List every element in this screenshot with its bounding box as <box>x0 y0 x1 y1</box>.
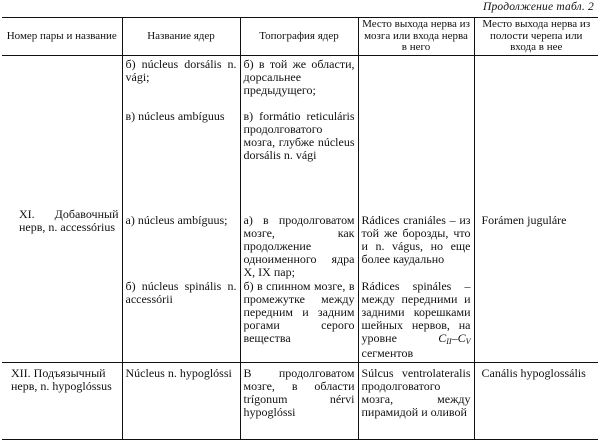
table-row-xi <box>2 55 598 362</box>
header-topography: Топография ядер <box>240 18 358 56</box>
xi-nucleus-v: в) núcleus ambíguus <box>125 108 225 123</box>
header-nuclei: Название ядер <box>122 18 240 56</box>
header-pair-name: Номер пары и название <box>2 18 122 56</box>
xi-nucleus-b2: б) núcleus spinális n. accessórii <box>125 278 237 306</box>
xii-pair-name: Подъязычный нерв, n. hypoglóssus <box>11 365 112 393</box>
xi-exit-seg-dash: – <box>451 331 458 346</box>
xi-nucleus-b1: б) núcleus dorsális n. vági; <box>125 56 237 84</box>
xii-exit-brain: Súlcus ventrolateralis продолговатого мозга, между пирамидой и оливой <box>358 362 474 439</box>
xi-exit-seg-from: C <box>438 331 447 346</box>
xi-exit-seg-tail: сегментов <box>361 345 414 360</box>
xi-exit-foramen: Forámen juguláre <box>481 212 567 227</box>
cell-xi-name <box>2 55 122 362</box>
xi-nucleus-a: а) núcleus ambíguus; <box>125 212 228 227</box>
table-row-xii <box>2 362 598 439</box>
header-exit-skull: Место выхода нерва из полости черепа или входа в нее <box>474 18 598 56</box>
cell-xii-name <box>2 362 122 439</box>
xi-exit-seg-from-idx: II <box>446 337 452 347</box>
xi-topo-v: в) formátio reticuláris продолговатого мозга, глубже núcleus dorsális n. vági <box>243 108 355 163</box>
table-header-row <box>2 18 598 56</box>
cell-xi-exit-skull <box>474 55 598 362</box>
xii-pair-number: XII. <box>11 365 31 380</box>
xii-exit-skull: Canális hypoglossális <box>474 362 598 439</box>
xi-topo-b1: б) в той же области, дорсальнее предыдущего; <box>243 56 355 97</box>
xi-exit-cranial: Rádices craniáles – из той же борозды, что и n. vágus, но еще более каудально <box>361 212 471 267</box>
cell-xi-exit-brain <box>358 55 474 362</box>
xii-nucleus: Núcleus n. hypoglóssi <box>122 362 240 439</box>
xi-topo-b2: б) в спинном мозге, в промежутке между передним и задним рогами серого вещества <box>243 278 355 346</box>
xi-exit-seg-to-idx: V <box>465 337 471 347</box>
xi-exit-seg-to: C <box>457 331 466 346</box>
xi-pair-name: Добавочный нерв, n. accessórius <box>19 206 119 234</box>
table-caption: Продолжение табл. 2 <box>482 1 594 13</box>
xi-topo-a: а) в продолговатом мозге, как продолжение одноименного ядра X, IX пар; <box>243 212 355 280</box>
cell-xi-topography <box>240 55 358 362</box>
xi-exit-spinal: Rádices spináles – между передними и задними корешками шейных нервов, на уровне <box>361 278 471 346</box>
header-exit-brain: Место выхода нерва из мозга или входа нерва в него <box>358 18 474 56</box>
nerve-table <box>2 17 598 440</box>
cell-xi-nuclei <box>122 55 240 362</box>
xi-pair-number: XI. <box>19 206 35 221</box>
xii-topography: В продолговатом мозге, в области trígonum nérvi hypoglóssi <box>240 362 358 439</box>
